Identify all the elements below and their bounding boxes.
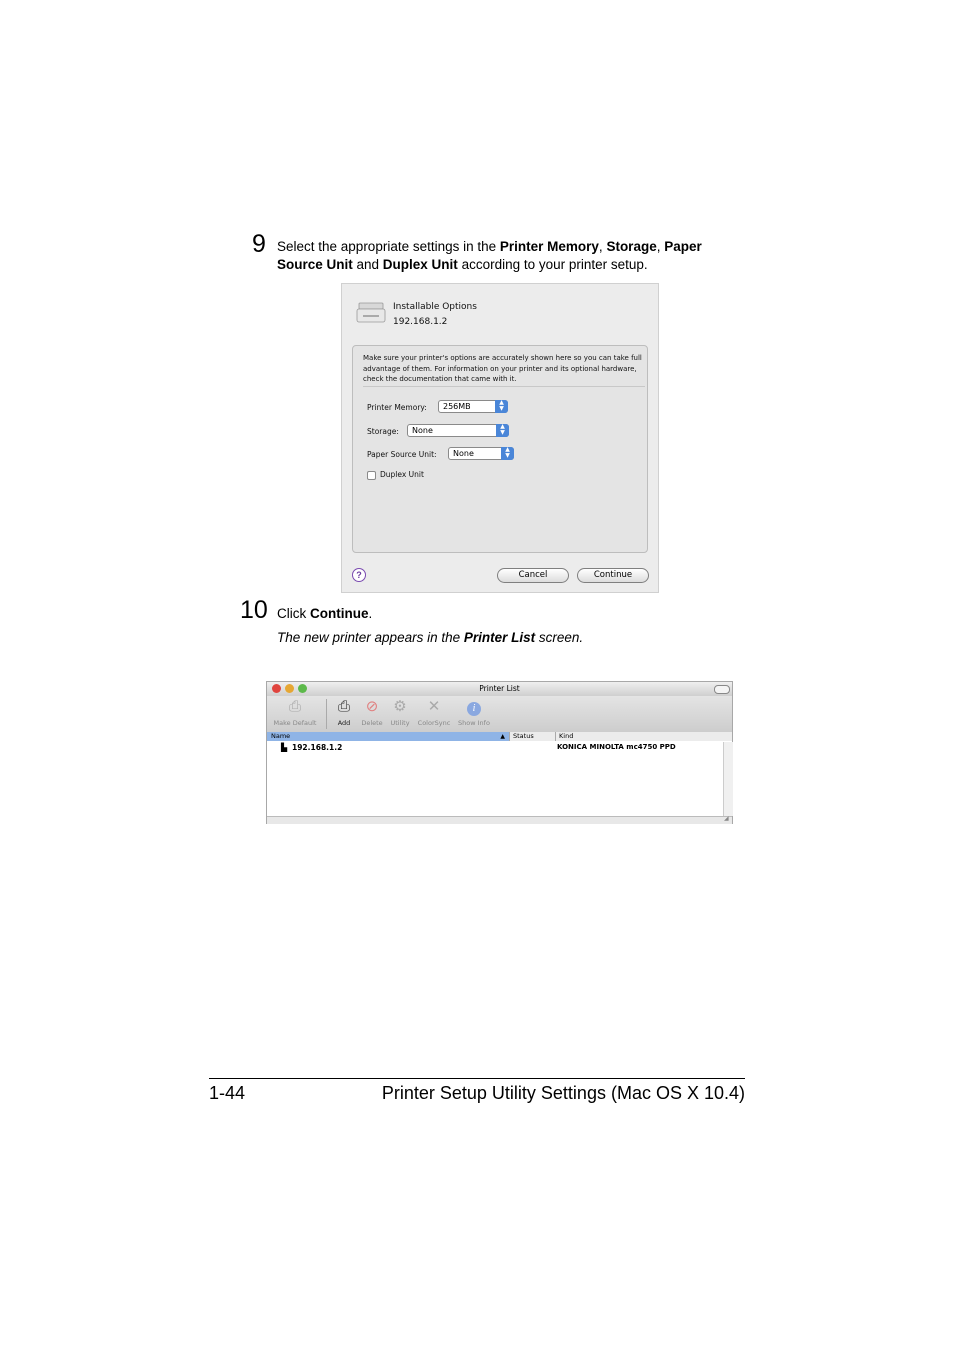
dialog-address: 192.168.1.2 [393, 317, 448, 327]
step-10-result: The new printer appears in the Printer List screen. [277, 630, 584, 645]
printer-default-icon: ⎙ [288, 698, 301, 715]
column-header-status[interactable]: Status [509, 732, 555, 741]
row-name: 192.168.1.2 [292, 743, 343, 752]
paper-source-popup[interactable]: None ▲ ▼ [448, 447, 514, 460]
step-9-text: Select the appropriate settings in the Printer Memory, Storage, Paper Source Unit and Duplex Unit according to your printer setup. [277, 239, 702, 272]
panel-separator [363, 386, 645, 387]
utility-icon: ⚙ [393, 698, 407, 715]
footer-rule [209, 1078, 745, 1079]
dialog-description: Make sure your printer's options are accurately shown here so you can take full advantage of them. For information on your printer and its optional hardware, check the documentation that came with it. [363, 354, 642, 383]
show-info-button[interactable]: i Show Info [455, 698, 493, 727]
step-number-9: 9 [252, 230, 266, 258]
continue-button[interactable]: Continue [577, 568, 649, 583]
popup-arrows-icon: ▲ ▼ [501, 447, 514, 460]
info-icon: i [465, 698, 483, 716]
add-printer-icon: ⎙ [337, 698, 350, 715]
column-header-kind[interactable]: Kind [555, 732, 732, 741]
step-10-text: Click Continue. [277, 606, 373, 621]
table-row[interactable] [267, 742, 723, 753]
colorsync-icon: ✕ [427, 698, 441, 715]
cancel-button[interactable]: Cancel [497, 568, 569, 583]
step-number-10: 10 [240, 596, 268, 624]
printer-memory-label: Printer Memory: [367, 403, 427, 412]
printer-memory-popup[interactable]: 256MB ▲ ▼ [438, 400, 508, 413]
row-kind: KONICA MINOLTA mc4750 PPD [557, 743, 676, 751]
colorsync-button[interactable]: ✕ ColorSync [417, 698, 451, 727]
toolbar [267, 696, 732, 733]
popup-arrows-icon: ▲ ▼ [496, 424, 509, 437]
printer-small-icon: ▙ [281, 743, 288, 752]
sort-ascending-icon: ▲ [500, 733, 505, 740]
installable-options-dialog [341, 283, 659, 593]
utility-button[interactable]: ⚙ Utility [390, 698, 410, 727]
paper-source-label: Paper Source Unit: [367, 450, 437, 459]
duplex-unit-checkbox[interactable] [367, 471, 376, 480]
duplex-unit-label: Duplex Unit [380, 470, 424, 479]
options-panel [352, 345, 648, 553]
footer-title: Printer Setup Utility Settings (Mac OS X 10.4) [381, 1083, 745, 1103]
storage-popup[interactable]: None ▲ ▼ [407, 424, 509, 437]
dialog-title: Installable Options [393, 302, 477, 312]
vertical-scrollbar[interactable] [723, 742, 733, 816]
toolbar-toggle-icon[interactable] [714, 685, 730, 694]
resize-grip-icon[interactable]: ◢ [724, 816, 729, 822]
help-button[interactable]: ? [352, 568, 366, 582]
toolbar-divider [326, 699, 327, 729]
printer-list-window [266, 681, 733, 824]
window-bottom-bar [267, 816, 732, 824]
popup-arrows-icon: ▲ ▼ [495, 400, 508, 413]
add-button[interactable]: ⎙ Add [328, 698, 360, 727]
delete-icon: ⊘ [365, 698, 379, 715]
page-number: 1-44 [209, 1083, 246, 1103]
window-title: Printer List [479, 684, 520, 693]
make-default-button[interactable]: ⎙ Make Default [273, 698, 317, 727]
title-bar [267, 682, 732, 696]
column-header-name[interactable]: Name ▲ [267, 732, 509, 741]
storage-label: Storage: [367, 427, 399, 436]
delete-button[interactable]: ⊘ Delete [361, 698, 383, 727]
printer-icon [356, 300, 386, 326]
